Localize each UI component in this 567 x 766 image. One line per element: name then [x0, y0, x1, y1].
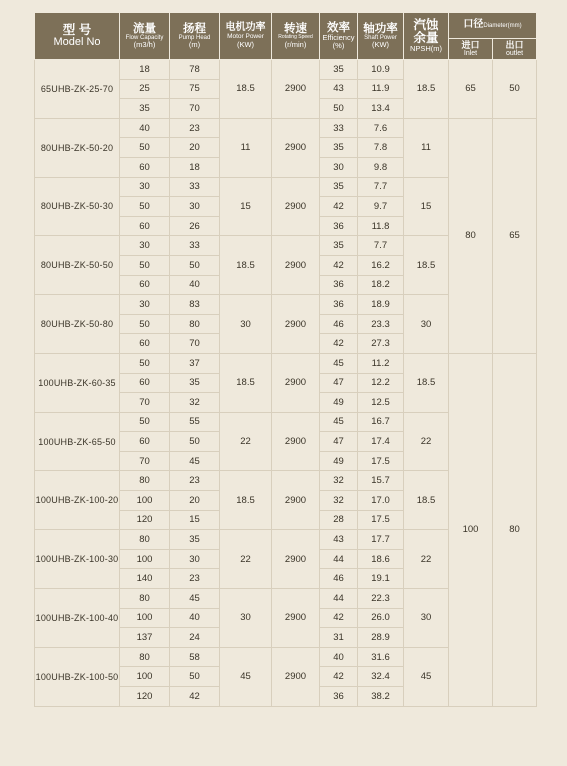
shaft-power-cell: 7.8 [358, 138, 404, 158]
flow-cell: 70 [120, 451, 170, 471]
motor-power-cell: 30 [220, 589, 272, 648]
model-cell: 100UHB-ZK-65-50 [35, 412, 120, 471]
model-cell: 80UHB-ZK-50-50 [35, 236, 120, 295]
head-cell: 24 [170, 628, 220, 648]
speed-cell: 2900 [272, 118, 320, 177]
flow-cell: 140 [120, 569, 170, 589]
motor-power-cell: 15 [220, 177, 272, 236]
inlet-cell: 65 [449, 60, 493, 119]
head-cell: 23 [170, 118, 220, 138]
header-speed [272, 13, 320, 60]
shaft-power-cell: 16.7 [358, 412, 404, 432]
flow-cell: 80 [120, 589, 170, 609]
header-dia-en: Diameter(mm) [483, 23, 522, 30]
header-npsh [404, 13, 449, 60]
head-cell: 50 [170, 667, 220, 687]
shaft-power-cell: 18.6 [358, 549, 404, 569]
header-outlet [493, 39, 537, 60]
table-row [35, 353, 537, 373]
head-cell: 50 [170, 432, 220, 452]
efficiency-cell: 42 [320, 608, 358, 628]
flow-cell: 50 [120, 197, 170, 217]
speed-cell: 2900 [272, 589, 320, 648]
flow-cell: 60 [120, 334, 170, 354]
header-shaft-unit: (KW) [371, 40, 390, 50]
shaft-power-cell: 12.5 [358, 393, 404, 413]
flow-cell: 70 [120, 393, 170, 413]
flow-cell: 40 [120, 118, 170, 138]
flow-cell: 50 [120, 314, 170, 334]
header-model [35, 13, 120, 60]
header-efficiency [320, 13, 358, 60]
efficiency-cell: 43 [320, 79, 358, 99]
shaft-power-cell: 27.3 [358, 334, 404, 354]
head-cell: 45 [170, 589, 220, 609]
header-inlet-zh: 进口 [461, 39, 480, 50]
motor-power-cell: 22 [220, 412, 272, 471]
shaft-power-cell: 9.7 [358, 197, 404, 217]
model-cell: 100UHB-ZK-100-20 [35, 471, 120, 530]
header-inlet-en: Inlet [463, 50, 478, 58]
header-flow-en: Flow Capacity [125, 34, 164, 41]
efficiency-cell: 28 [320, 510, 358, 530]
head-cell: 35 [170, 530, 220, 550]
flow-cell: 50 [120, 353, 170, 373]
flow-cell: 60 [120, 157, 170, 177]
header-motor-unit: (KW) [236, 39, 255, 49]
head-cell: 37 [170, 353, 220, 373]
head-cell: 70 [170, 99, 220, 119]
efficiency-cell: 40 [320, 647, 358, 667]
header-shaft-en: Shaft Power [364, 34, 397, 41]
efficiency-cell: 46 [320, 569, 358, 589]
head-cell: 42 [170, 687, 220, 707]
header-outlet-zh: 出口 [505, 39, 524, 50]
head-cell: 78 [170, 60, 220, 80]
shaft-power-cell: 23.3 [358, 314, 404, 334]
shaft-power-cell: 16.2 [358, 255, 404, 275]
head-cell: 18 [170, 157, 220, 177]
header-diameter [449, 13, 537, 39]
efficiency-cell: 46 [320, 314, 358, 334]
head-cell: 33 [170, 236, 220, 256]
flow-cell: 80 [120, 471, 170, 491]
head-cell: 20 [170, 491, 220, 511]
flow-cell: 30 [120, 295, 170, 315]
efficiency-cell: 35 [320, 60, 358, 80]
shaft-power-cell: 7.7 [358, 236, 404, 256]
efficiency-cell: 30 [320, 157, 358, 177]
shaft-power-cell: 19.1 [358, 569, 404, 589]
efficiency-cell: 32 [320, 471, 358, 491]
efficiency-cell: 50 [320, 99, 358, 119]
efficiency-cell: 36 [320, 216, 358, 236]
model-cell: 80UHB-ZK-50-30 [35, 177, 120, 236]
model-cell: 80UHB-ZK-50-80 [35, 295, 120, 354]
head-cell: 15 [170, 510, 220, 530]
model-cell: 65UHB-ZK-25-70 [35, 60, 120, 119]
npsh-cell: 30 [404, 295, 449, 354]
shaft-power-cell: 11.9 [358, 79, 404, 99]
speed-cell: 2900 [272, 412, 320, 471]
head-cell: 58 [170, 647, 220, 667]
spec-table-body [35, 60, 537, 707]
speed-cell: 2900 [272, 353, 320, 412]
shaft-power-cell: 38.2 [358, 687, 404, 707]
flow-cell: 137 [120, 628, 170, 648]
model-cell: 100UHB-ZK-100-50 [35, 647, 120, 706]
shaft-power-cell: 18.2 [358, 275, 404, 295]
flow-cell: 50 [120, 412, 170, 432]
header-flow [120, 13, 170, 60]
head-cell: 30 [170, 197, 220, 217]
header-motor-zh: 电机功率 [225, 22, 266, 34]
efficiency-cell: 43 [320, 530, 358, 550]
pump-spec-table [34, 12, 537, 707]
motor-power-cell: 45 [220, 647, 272, 706]
speed-cell: 2900 [272, 471, 320, 530]
head-cell: 40 [170, 275, 220, 295]
efficiency-cell: 49 [320, 393, 358, 413]
flow-cell: 100 [120, 549, 170, 569]
shaft-power-cell: 13.4 [358, 99, 404, 119]
flow-cell: 100 [120, 667, 170, 687]
shaft-power-cell: 11.8 [358, 216, 404, 236]
outlet-cell: 80 [493, 353, 537, 706]
shaft-power-cell: 11.2 [358, 353, 404, 373]
shaft-power-cell: 22.3 [358, 589, 404, 609]
npsh-cell: 30 [404, 589, 449, 648]
efficiency-cell: 33 [320, 118, 358, 138]
flow-cell: 80 [120, 647, 170, 667]
header-speed-zh: 转速 [284, 23, 307, 36]
header-head-en: Pump Head [178, 34, 211, 41]
header-npsh-zh1: 汽蚀 [413, 17, 439, 32]
efficiency-cell: 35 [320, 236, 358, 256]
flow-cell: 30 [120, 177, 170, 197]
motor-power-cell: 18.5 [220, 60, 272, 119]
head-cell: 23 [170, 569, 220, 589]
flow-cell: 80 [120, 530, 170, 550]
motor-power-cell: 18.5 [220, 471, 272, 530]
efficiency-cell: 35 [320, 177, 358, 197]
head-cell: 55 [170, 412, 220, 432]
header-head-unit: (m) [188, 40, 201, 50]
head-cell: 40 [170, 608, 220, 628]
flow-cell: 50 [120, 255, 170, 275]
efficiency-cell: 45 [320, 412, 358, 432]
npsh-cell: 15 [404, 177, 449, 236]
npsh-cell: 18.5 [404, 60, 449, 119]
shaft-power-cell: 26.0 [358, 608, 404, 628]
shaft-power-cell: 17.4 [358, 432, 404, 452]
flow-cell: 50 [120, 138, 170, 158]
efficiency-cell: 44 [320, 589, 358, 609]
efficiency-cell: 42 [320, 255, 358, 275]
flow-cell: 35 [120, 99, 170, 119]
shaft-power-cell: 17.0 [358, 491, 404, 511]
header-eff-unit: (%) [332, 41, 345, 51]
header-flow-unit: (m3/h) [133, 40, 156, 50]
header-head [170, 13, 220, 60]
header-shaft-zh: 轴功率 [363, 22, 398, 35]
inlet-cell: 80 [449, 118, 493, 353]
flow-cell: 60 [120, 373, 170, 393]
head-cell: 30 [170, 549, 220, 569]
efficiency-cell: 47 [320, 373, 358, 393]
motor-power-cell: 18.5 [220, 236, 272, 295]
head-cell: 26 [170, 216, 220, 236]
header-speed-unit: (r/min) [284, 39, 307, 49]
head-cell: 50 [170, 255, 220, 275]
motor-power-cell: 11 [220, 118, 272, 177]
speed-cell: 2900 [272, 236, 320, 295]
header-outlet-en: outlet [505, 50, 524, 58]
head-cell: 75 [170, 79, 220, 99]
shaft-power-cell: 32.4 [358, 667, 404, 687]
flow-cell: 60 [120, 216, 170, 236]
npsh-cell: 18.5 [404, 236, 449, 295]
efficiency-cell: 36 [320, 275, 358, 295]
head-cell: 20 [170, 138, 220, 158]
shaft-power-cell: 7.6 [358, 118, 404, 138]
header-model-zh: 型 号 [62, 22, 92, 37]
shaft-power-cell: 28.9 [358, 628, 404, 648]
efficiency-cell: 42 [320, 667, 358, 687]
efficiency-cell: 49 [320, 451, 358, 471]
shaft-power-cell: 9.8 [358, 157, 404, 177]
motor-power-cell: 22 [220, 530, 272, 589]
head-cell: 32 [170, 393, 220, 413]
flow-cell: 60 [120, 275, 170, 295]
shaft-power-cell: 17.5 [358, 451, 404, 471]
npsh-cell: 18.5 [404, 353, 449, 412]
speed-cell: 2900 [272, 295, 320, 354]
header-npsh-zh2: 余量 [413, 31, 439, 46]
head-cell: 80 [170, 314, 220, 334]
shaft-power-cell: 31.6 [358, 647, 404, 667]
header-model-en: Model No [53, 35, 101, 48]
speed-cell: 2900 [272, 530, 320, 589]
model-cell: 80UHB-ZK-50-20 [35, 118, 120, 177]
efficiency-cell: 36 [320, 687, 358, 707]
efficiency-cell: 47 [320, 432, 358, 452]
flow-cell: 100 [120, 608, 170, 628]
outlet-cell: 50 [493, 60, 537, 119]
efficiency-cell: 44 [320, 549, 358, 569]
speed-cell: 2900 [272, 60, 320, 119]
efficiency-cell: 31 [320, 628, 358, 648]
flow-cell: 100 [120, 491, 170, 511]
shaft-power-cell: 15.7 [358, 471, 404, 491]
speed-cell: 2900 [272, 177, 320, 236]
head-cell: 33 [170, 177, 220, 197]
motor-power-cell: 18.5 [220, 353, 272, 412]
npsh-cell: 45 [404, 647, 449, 706]
header-eff-en: Efficiency [322, 33, 355, 43]
flow-cell: 120 [120, 510, 170, 530]
efficiency-cell: 42 [320, 334, 358, 354]
head-cell: 70 [170, 334, 220, 354]
flow-cell: 18 [120, 60, 170, 80]
header-motor-en: Motor Power [227, 32, 264, 40]
header-shaft [358, 13, 404, 60]
header-dia-zh: 口径 [463, 19, 484, 31]
model-cell: 100UHB-ZK-60-35 [35, 353, 120, 412]
header-speed-en: Rotating Speed [278, 34, 313, 41]
model-cell: 100UHB-ZK-100-30 [35, 530, 120, 589]
head-cell: 23 [170, 471, 220, 491]
efficiency-cell: 45 [320, 353, 358, 373]
npsh-cell: 22 [404, 530, 449, 589]
shaft-power-cell: 12.2 [358, 373, 404, 393]
header-head-zh: 扬程 [183, 22, 206, 35]
efficiency-cell: 32 [320, 491, 358, 511]
head-cell: 45 [170, 451, 220, 471]
npsh-cell: 22 [404, 412, 449, 471]
table-row [35, 60, 537, 80]
header-motor [220, 13, 272, 60]
npsh-cell: 18.5 [404, 471, 449, 530]
efficiency-cell: 35 [320, 138, 358, 158]
header-eff-zh: 效率 [327, 22, 350, 35]
header-inlet [449, 39, 493, 60]
outlet-cell: 65 [493, 118, 537, 353]
inlet-cell: 100 [449, 353, 493, 706]
npsh-cell: 11 [404, 118, 449, 177]
flow-cell: 30 [120, 236, 170, 256]
shaft-power-cell: 7.7 [358, 177, 404, 197]
shaft-power-cell: 18.9 [358, 295, 404, 315]
head-cell: 83 [170, 295, 220, 315]
motor-power-cell: 30 [220, 295, 272, 354]
header-flow-zh: 流量 [133, 22, 156, 35]
head-cell: 35 [170, 373, 220, 393]
table-row [35, 118, 537, 138]
efficiency-cell: 36 [320, 295, 358, 315]
flow-cell: 120 [120, 687, 170, 707]
shaft-power-cell: 10.9 [358, 60, 404, 80]
efficiency-cell: 42 [320, 197, 358, 217]
flow-cell: 25 [120, 79, 170, 99]
flow-cell: 60 [120, 432, 170, 452]
speed-cell: 2900 [272, 647, 320, 706]
model-cell: 100UHB-ZK-100-40 [35, 589, 120, 648]
shaft-power-cell: 17.7 [358, 530, 404, 550]
header-npsh-en: NPSH(m) [409, 44, 443, 54]
shaft-power-cell: 17.5 [358, 510, 404, 530]
